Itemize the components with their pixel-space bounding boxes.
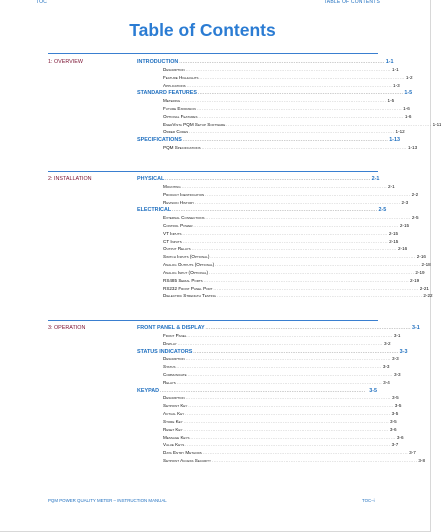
toc-subsection-link[interactable] [163, 364, 390, 371]
toc-subsection-link[interactable] [163, 238, 399, 246]
toc-page-number: 1-13 [407, 145, 418, 150]
toc-subsection-link[interactable] [163, 332, 401, 340]
toc-entry-title: Control Power [163, 222, 193, 228]
toc-subsection-link[interactable] [163, 434, 404, 442]
running-header-right: TABLE OF CONTENTS [323, 0, 380, 5]
toc-subsection-link[interactable] [163, 403, 402, 410]
toc-subsection-link[interactable] [163, 113, 412, 121]
dot-leader: ........................................................................................................................ [176, 364, 382, 370]
toc-section-link[interactable] [137, 90, 413, 97]
toc-entry-title: KEYPAD [137, 387, 160, 394]
dot-leader: ........................................................................................................................ [185, 395, 392, 401]
toc-subsection-link[interactable] [163, 340, 391, 348]
toc-entry-title: Message Keys [163, 434, 190, 440]
toc-page-number: 3-6 [396, 434, 404, 440]
toc-entry-title: Dielectric Strength Testing [163, 293, 216, 299]
toc-page-number: 3-8 [418, 457, 425, 463]
toc-page-number: 2-19 [410, 277, 420, 283]
chapter-label: 3: OPERATION [48, 325, 86, 331]
toc-subsection-link[interactable] [163, 183, 395, 191]
toc-subsection-link[interactable] [163, 82, 400, 90]
toc-page-number: 3-5 [394, 403, 402, 409]
dot-leader: ........................................................................................................................ [203, 277, 410, 283]
dot-leader: ........................................................................................................................ [198, 90, 404, 96]
toc-entry-title: Output Relays [163, 246, 191, 252]
chapter-label: 2: INSTALLATION [48, 176, 92, 182]
toc-subsection-link[interactable] [163, 442, 399, 449]
toc-subsection-link[interactable] [163, 395, 399, 402]
toc-section-link[interactable] [137, 207, 387, 214]
toc-subsection-link[interactable] [163, 426, 397, 434]
toc-page-number: 1-6 [404, 113, 412, 119]
toc-page-number: 2-1 [371, 176, 380, 182]
toc-page-number: 2-1 [388, 183, 395, 189]
toc-subsection-link[interactable] [163, 129, 405, 136]
toc-entry-title: PHYSICAL [137, 176, 165, 182]
dot-leader: ........................................................................................................................ [189, 129, 395, 135]
toc-subsection-link[interactable] [163, 66, 399, 74]
toc-page-number: 3-4 [383, 379, 390, 385]
toc-subsection-link[interactable] [163, 105, 410, 113]
toc-page-number: 2-5 [378, 207, 387, 214]
toc-entry-title: Applications [163, 82, 186, 88]
dot-leader: ........................................................................................................................ [195, 199, 401, 205]
toc-page-number: 3-1 [411, 325, 420, 331]
dot-leader: ........................................................................................................................ [215, 262, 421, 267]
toc-page-number: 2-15 [389, 238, 399, 244]
toc-entry-title: Product Identification [163, 191, 205, 197]
dot-leader: ........................................................................................................................ [190, 434, 396, 440]
toc-page-number: 2-16 [416, 254, 426, 260]
toc-page-number: 3-3 [382, 364, 390, 370]
dot-leader: ........................................................................................................................ [202, 450, 409, 456]
toc-page-number: 1-5 [404, 90, 413, 97]
dot-leader: ........................................................................................................................ [187, 332, 393, 338]
dot-leader: ........................................................................................................................ [185, 411, 391, 416]
page-title: Table of Contents [129, 20, 276, 40]
toc-subsection-link[interactable] [163, 222, 410, 230]
dot-leader: ........................................................................................................................ [177, 340, 383, 346]
dot-leader: ........................................................................................................................ [182, 230, 388, 236]
running-header-left: TOC [36, 0, 48, 5]
toc-subsection-link[interactable] [163, 145, 418, 152]
dot-leader: ........................................................................................................................ [199, 74, 405, 80]
toc-entry-title: Description [163, 356, 185, 362]
toc-subsection-link[interactable] [163, 379, 390, 387]
toc-page-number: 1-1 [392, 66, 399, 72]
toc-entry-title: CT Inputs [163, 238, 182, 244]
toc-section-link[interactable] [137, 176, 380, 183]
toc-subsection-link[interactable] [163, 74, 413, 82]
toc-entry-title: Order Codes [163, 129, 189, 135]
toc-subsection-link[interactable] [163, 199, 409, 207]
dot-leader: ........................................................................................................................ [212, 457, 418, 463]
dot-leader: ........................................................................................................................ [185, 356, 392, 362]
toc-page-number: 3-3 [399, 348, 408, 355]
toc-subsection-link[interactable] [163, 98, 395, 105]
toc-page-number: 2-15 [388, 230, 399, 236]
section-rule [48, 171, 378, 172]
dot-leader: ........................................................................................................................ [193, 222, 399, 228]
toc-subsection-link[interactable] [163, 230, 399, 238]
toc-page-number: 3-5 [369, 387, 377, 394]
toc-section-link[interactable] [137, 348, 408, 356]
toc-subsection-link[interactable] [163, 285, 429, 293]
toc-entry-title: Setpoint Access Security [163, 457, 211, 463]
dot-leader: ........................................................................................................................ [187, 371, 393, 377]
toc-subsection-link[interactable] [163, 356, 399, 363]
toc-entry-title: Relays [163, 379, 176, 385]
section-rule [48, 53, 378, 54]
dot-leader: ........................................................................................................................ [198, 113, 404, 119]
toc-section-link[interactable] [137, 59, 394, 66]
dot-leader: ........................................................................................................................ [201, 145, 407, 150]
toc-entry-title: Analog Input (Optional) [163, 269, 209, 275]
dot-leader: ........................................................................................................................ [226, 121, 432, 127]
toc-subsection-link[interactable] [163, 215, 419, 222]
toc-subsection-link[interactable] [163, 121, 441, 129]
chapter-label: 1: OVERVIEW [48, 59, 83, 65]
dot-leader: ........................................................................................................................ [181, 98, 387, 104]
toc-section-link[interactable] [137, 137, 400, 144]
dot-leader: ........................................................................................................................ [209, 269, 415, 275]
dot-leader: ........................................................................................................................ [191, 246, 397, 252]
toc-subsection-link[interactable] [163, 277, 420, 285]
toc-entry-title: EnerVista PQM Setup Software [163, 121, 226, 127]
dot-leader: ........................................................................................................................ [188, 403, 394, 409]
footer-page-number: TOC–i [362, 498, 375, 503]
toc-page-number: 3-5 [390, 418, 397, 424]
toc-page-number: 1-3 [393, 82, 400, 88]
toc-subsection-link[interactable] [163, 411, 399, 418]
toc-entry-title: RS232 Front Panel Port [163, 285, 213, 291]
toc-entry-title: Value Keys [163, 442, 185, 448]
toc-entry-title: Description [163, 395, 185, 401]
toc-page-number: 3-7 [391, 442, 399, 448]
toc-page-number: 2-15 [399, 222, 410, 228]
toc-subsection-link[interactable] [163, 450, 416, 457]
toc-subsection-link[interactable] [163, 262, 431, 269]
dot-leader: ........................................................................................................................ [182, 238, 389, 244]
toc-page-number: 3-2 [383, 340, 391, 346]
toc-page-number: 1-13 [389, 137, 400, 144]
dot-leader: ........................................................................................................................ [182, 137, 389, 143]
toc-entry-title: Future Expansion [163, 105, 196, 111]
toc-page-number: 3-5 [391, 411, 399, 416]
toc-page-number: 3-7 [409, 450, 416, 456]
dot-leader: ........................................................................................................................ [185, 442, 391, 448]
toc-page-number: 2-19 [415, 269, 425, 275]
toc-entry-title: Reset Key [163, 426, 183, 432]
dot-leader: ........................................................................................................................ [183, 426, 389, 432]
toc-entry-title: STANDARD FEATURES [137, 90, 197, 97]
toc-entry-title: Revision History [163, 199, 195, 205]
toc-entry-title: External Connections [163, 215, 205, 221]
footer-manual-title: PQM POWER QUALITY METER – INSTRUCTION MANUAL [48, 498, 167, 503]
dot-leader: ........................................................................................................................ [181, 183, 388, 189]
toc-entry-title: Optional Features [163, 113, 198, 119]
toc-page-number: 1-2 [405, 74, 413, 80]
toc-entry-title: Setpoint Key [163, 403, 188, 409]
dot-leader: ........................................................................................................................ [160, 387, 366, 393]
toc-entry-title: Communicate [163, 371, 187, 377]
toc-entry-title: ELECTRICAL [137, 207, 172, 214]
toc-page-number: 3-6 [389, 426, 397, 432]
toc-subsection-link[interactable] [163, 269, 425, 277]
toc-entry-title: PQM Specifications [163, 145, 201, 150]
toc-page-number: 3-5 [392, 395, 399, 401]
toc-page-number: 2-5 [411, 215, 419, 221]
toc-page-number: 2-2 [411, 191, 419, 197]
toc-subsection-link[interactable] [163, 293, 433, 300]
dot-leader: ........................................................................................................................ [217, 293, 423, 299]
toc-entry-title: SPECIFICATIONS [137, 137, 182, 144]
dot-leader: ........................................................................................................................ [179, 59, 385, 64]
toc-subsection-link[interactable] [163, 418, 397, 426]
toc-entry-title: VT Inputs [163, 230, 182, 236]
toc-entry-title: Data Entry Methods [163, 450, 202, 456]
dot-leader: ........................................................................................................................ [213, 285, 419, 291]
toc-page-number: 2-22 [423, 293, 433, 299]
toc-entry-title: Status [163, 364, 176, 370]
dot-leader: ........................................................................................................................ [205, 325, 411, 330]
toc-entry-title: RS485 Serial Ports [163, 277, 203, 283]
toc-subsection-link[interactable] [163, 254, 426, 261]
toc-entry-title: Front Panel [163, 332, 187, 338]
toc-page-number: 1-12 [395, 129, 405, 135]
toc-page-number: 2-18 [421, 262, 431, 267]
toc-page-number: 2-21 [419, 285, 429, 291]
toc-entry-title: Description [163, 66, 185, 72]
dot-leader: ........................................................................................................................ [196, 105, 403, 111]
dot-leader: ........................................................................................................................ [205, 215, 411, 221]
dot-leader: ........................................................................................................................ [193, 348, 399, 354]
toc-entry-title: INTRODUCTION [137, 59, 179, 65]
toc-page-number: 3-3 [392, 356, 399, 362]
dot-leader: ........................................................................................................................ [210, 254, 416, 260]
toc-entry-title: Mounting [163, 183, 181, 189]
dot-leader: ........................................................................................................................ [165, 176, 371, 181]
dot-leader: ........................................................................................................................ [183, 418, 390, 424]
toc-page-number: 1-5 [387, 98, 395, 104]
toc-page-number: 3-1 [393, 332, 401, 338]
toc-subsection-link[interactable] [163, 191, 419, 199]
toc-subsection-link[interactable] [163, 457, 425, 465]
toc-entry-title: Actual Key [163, 411, 185, 416]
toc-entry-title: Store Key [163, 418, 183, 424]
dot-leader: ........................................................................................................................ [205, 191, 411, 197]
toc-entry-title: Analog Outputs (Optional) [163, 262, 215, 267]
dot-leader: ........................................................................................................................ [176, 379, 383, 385]
toc-entry-title: Display [163, 340, 177, 346]
section-rule [48, 320, 378, 321]
toc-page-number: 2-16 [397, 246, 408, 252]
dot-leader: ........................................................................................................................ [186, 82, 393, 88]
toc-page-number: 2-3 [401, 199, 409, 205]
dot-leader: ........................................................................................................................ [172, 207, 378, 213]
toc-entry-title: FRONT PANEL & DISPLAY [137, 325, 205, 331]
toc-page-number: 1-1 [385, 59, 394, 65]
toc-subsection-link[interactable] [163, 246, 408, 253]
toc-entry-title: Feature Highlights [163, 74, 199, 80]
toc-page-number: 3-3 [393, 371, 401, 377]
dot-leader: ........................................................................................................................ [185, 66, 392, 72]
toc-entry-title: STATUS INDICATORS [137, 348, 193, 355]
toc-section-link[interactable] [137, 325, 420, 332]
toc-entry-title: Metering [163, 98, 181, 104]
toc-entry-title: Switch Inputs (Optional) [163, 254, 210, 260]
toc-page-number: 1-11 [432, 121, 441, 127]
toc-subsection-link[interactable] [163, 371, 401, 379]
toc-section-link[interactable] [137, 388, 377, 395]
toc-page-number: 1-6 [403, 105, 410, 111]
